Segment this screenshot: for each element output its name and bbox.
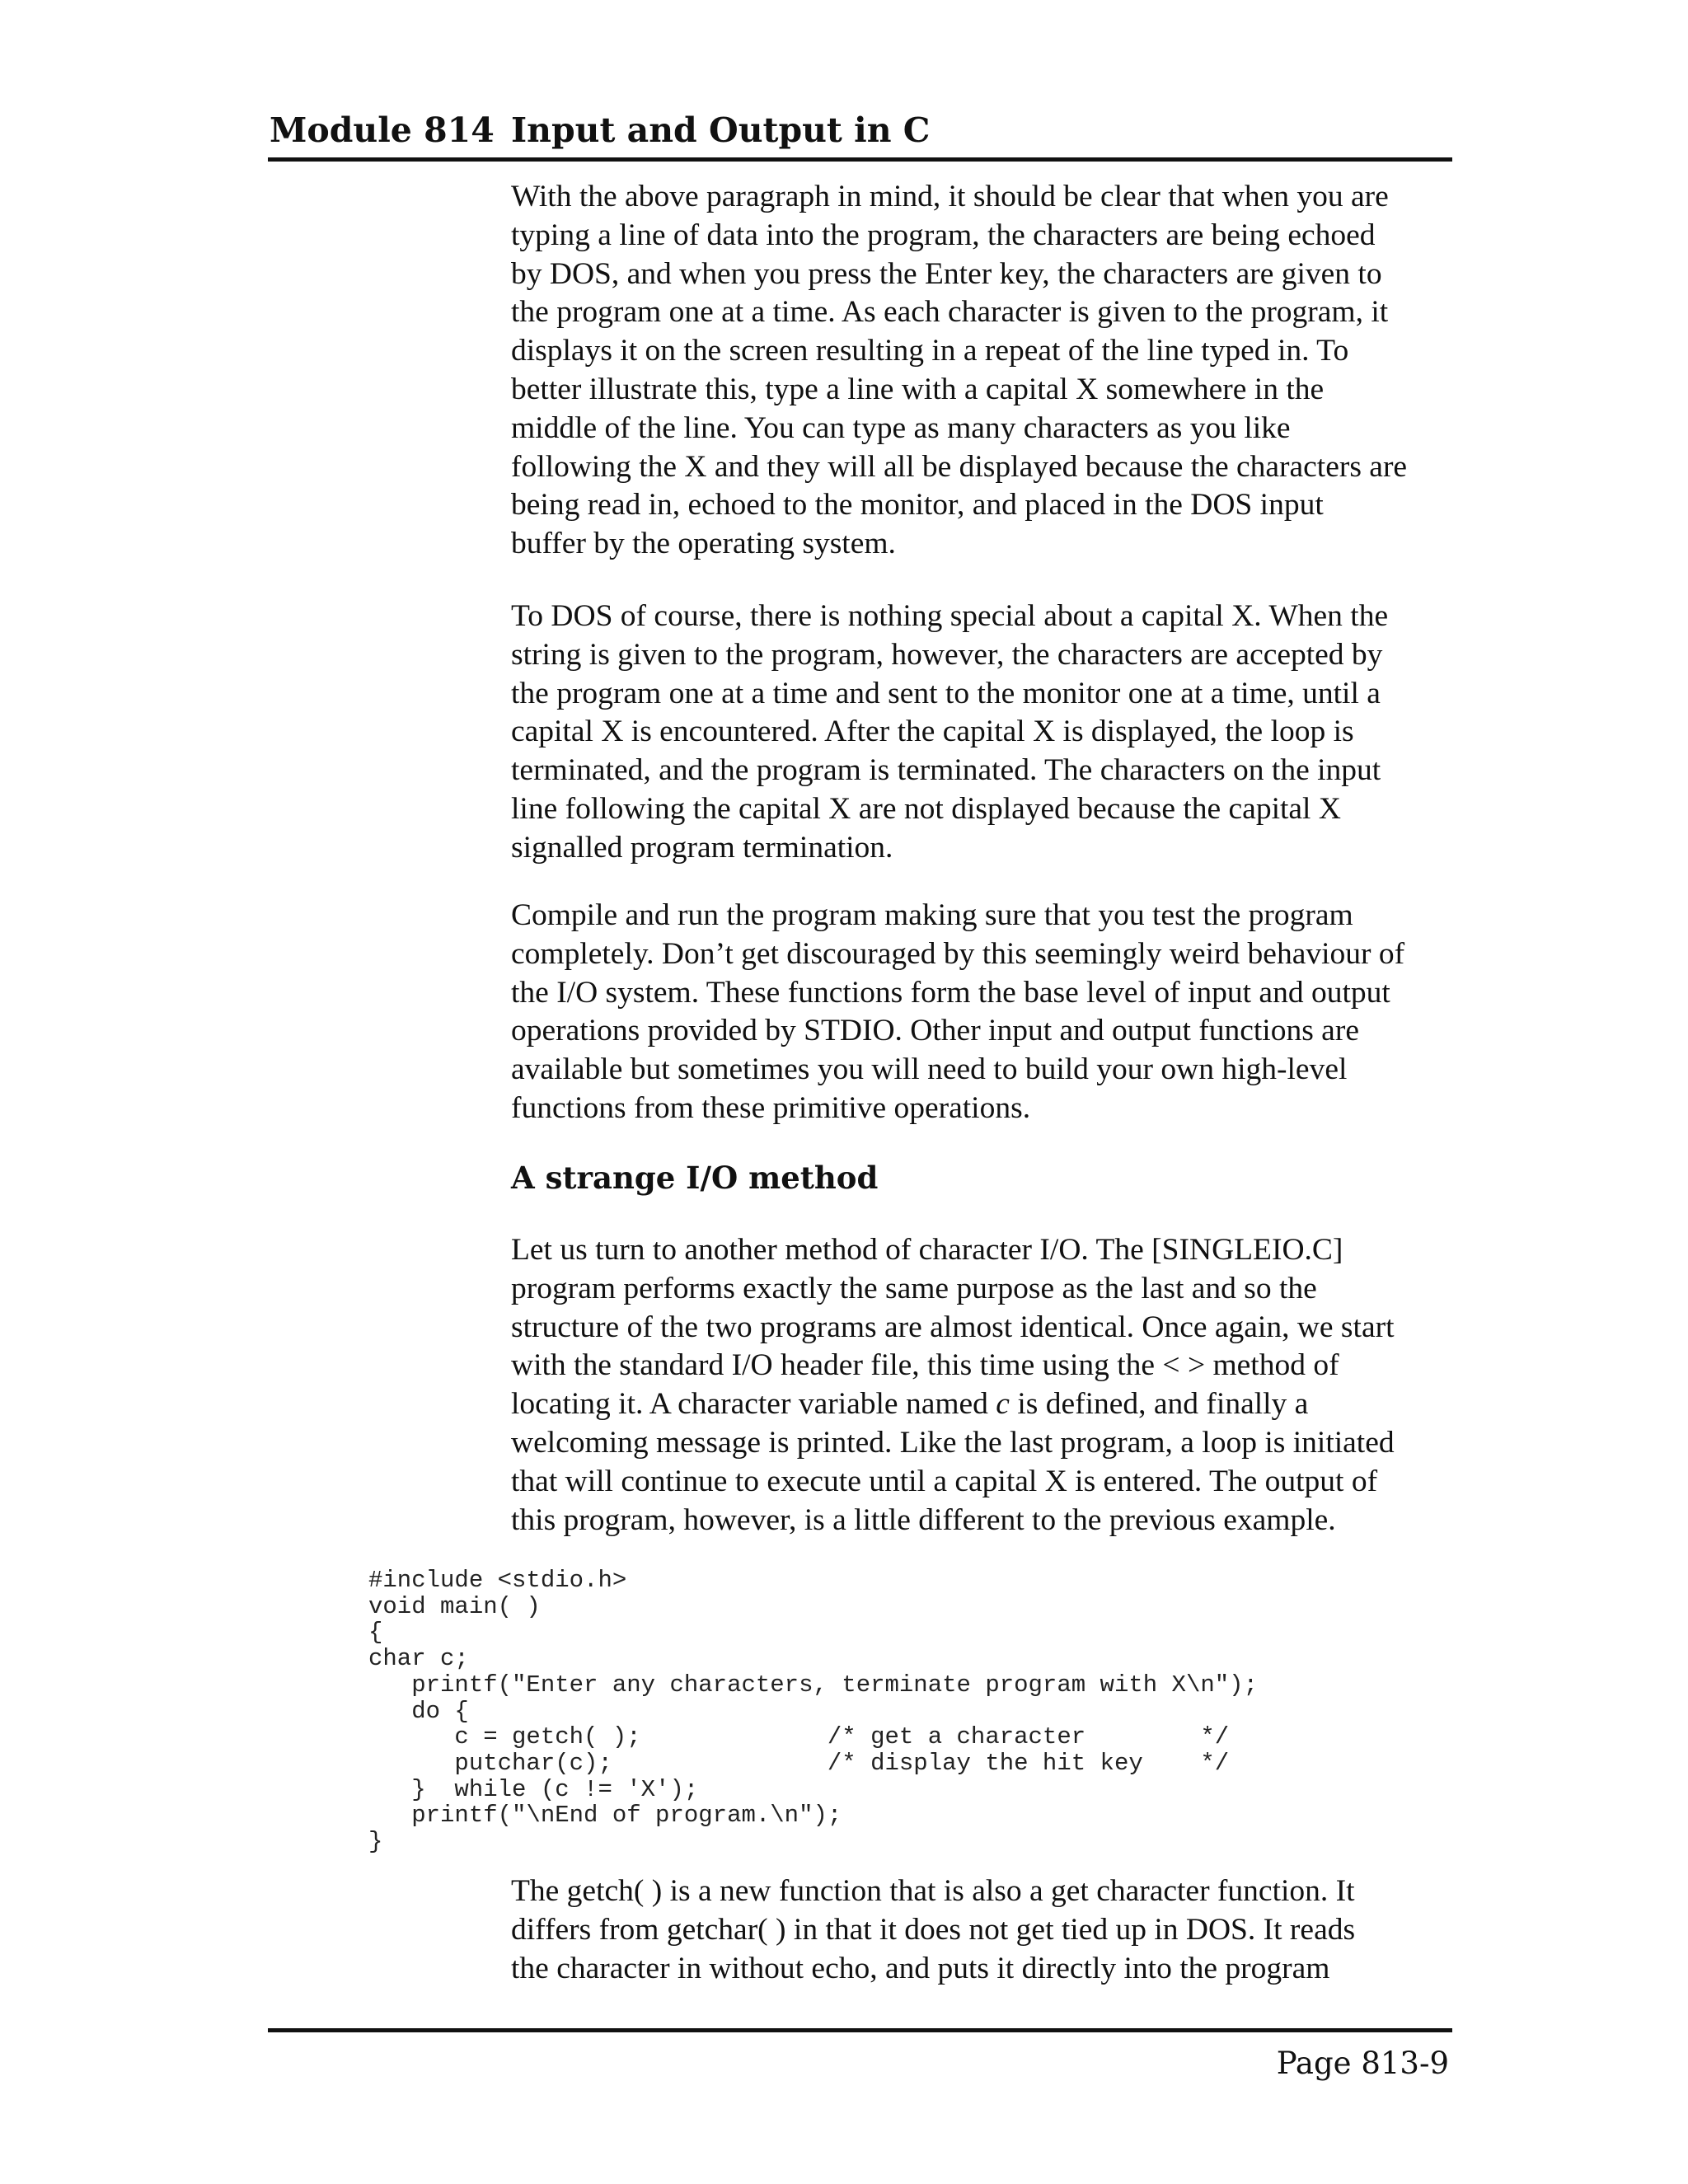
text-fragment: locating it. A character variable named [511, 1387, 996, 1422]
code-listing [368, 1568, 1258, 1855]
text-line: Let us turn to another method of character I/O. The [SINGLEIO.C] [511, 1233, 1343, 1267]
text-line: completely. Don’t get discouraged by this seemingly weird behaviour of [511, 936, 1405, 971]
text-line: displays it on the screen resulting in a repeat of the line typed in. To [511, 334, 1349, 368]
paragraph-echo-explanation [511, 178, 1455, 564]
text-line: structure of the two programs are almost identical. Once again, we start [511, 1310, 1395, 1344]
code-line: char c; [368, 1645, 469, 1673]
paragraph-capital-x [511, 598, 1455, 868]
text-line: the program one at a time. As each character is given to the program, it [511, 295, 1389, 330]
text-line: operations provided by STDIO. Other input and output functions are [511, 1014, 1359, 1048]
text-line: string is given to the program, however, the characters are accepted by [511, 637, 1383, 672]
code-line: putchar(c); /* display the hit key */ [368, 1749, 1230, 1777]
text-line: buffer by the operating system. [511, 527, 896, 561]
text-line: that will continue to execute until a capital X is entered. The output of [511, 1464, 1378, 1498]
text-line: the character in without echo, and puts it directly into the program [511, 1951, 1330, 1985]
code-line: } [368, 1828, 383, 1856]
code-line: printf("Enter any characters, terminate program with X\n"); [368, 1671, 1258, 1699]
text-line: program performs exactly the same purpose as the last and so the [511, 1271, 1317, 1305]
text-line: typing a line of data into the program, the characters are being echoed [511, 218, 1376, 252]
code-line: printf("\nEnd of program.\n"); [368, 1802, 842, 1830]
page-header [270, 107, 1451, 153]
text-line: differs from getchar( ) in that it does not get tied up in DOS. It reads [511, 1912, 1356, 1947]
paragraph-compile-run [511, 897, 1455, 1128]
text-line: with the standard I/O header file, this time using the < > method of [511, 1348, 1339, 1383]
text-line: Compile and run the program making sure that you test the program [511, 898, 1353, 932]
text-line: by DOS, and when you press the Enter key, the characters are given to [511, 256, 1382, 291]
text-line: line following the capital X are not displayed because the capital X [511, 791, 1341, 826]
section-heading: A strange I/O method [511, 1160, 879, 1196]
text-line: being read in, echoed to the monitor, and placed in the DOS input [511, 488, 1324, 523]
text-line: To DOS of course, there is nothing special about a capital X. When the [511, 599, 1389, 633]
module-title: Input and Output in C [511, 110, 931, 150]
footer-rule [268, 2028, 1452, 2032]
text-line [511, 1385, 1455, 1424]
header-rule [268, 157, 1452, 162]
code-line: { [368, 1619, 383, 1647]
paragraph-singleio [511, 1231, 1455, 1540]
text-line: The getch( ) is a new function that is also a get character function. It [511, 1874, 1355, 1908]
text-line: this program, however, is a little different to the previous example. [511, 1502, 1336, 1537]
code-line: void main( ) [368, 1592, 541, 1620]
text-line: available but sometimes you will need to build your own high-level [511, 1052, 1348, 1087]
text-line: the I/O system. These functions form the base level of input and output [511, 975, 1390, 1010]
text-line: welcoming message is printed. Like the last program, a loop is initiated [511, 1425, 1395, 1460]
code-line: do { [368, 1697, 469, 1725]
text-line: With the above paragraph in mind, it should be clear that when you are [511, 180, 1389, 213]
text-line: the program one at a time and sent to the monitor one at a time, until a [511, 676, 1381, 710]
page-number: Page 813-9 [1276, 2046, 1449, 2081]
text-fragment: is defined, and finally a [1009, 1387, 1309, 1422]
text-line: better illustrate this, type a line with a capital X somewhere in the [511, 372, 1325, 406]
text-line: capital X is encountered. After the capital X is displayed, the loop is [511, 715, 1354, 749]
text-line: middle of the line. You can type as many characters as you like [511, 410, 1291, 445]
text-line: terminated, and the program is terminated. The characters on the input [511, 753, 1381, 788]
module-number: Module 814 [270, 110, 495, 150]
code-line: c = getch( ); /* get a character */ [368, 1723, 1230, 1751]
code-line: #include <stdio.h> [368, 1567, 627, 1594]
text-line: signalled program termination. [511, 830, 893, 865]
code-line: } while (c != 'X'); [368, 1775, 699, 1803]
text-line: functions from these primitive operations. [511, 1090, 1031, 1125]
paragraph-getch [511, 1872, 1455, 1988]
text-line: following the X and they will all be displayed because the characters are [511, 449, 1408, 484]
variable-name: c [996, 1387, 1010, 1422]
